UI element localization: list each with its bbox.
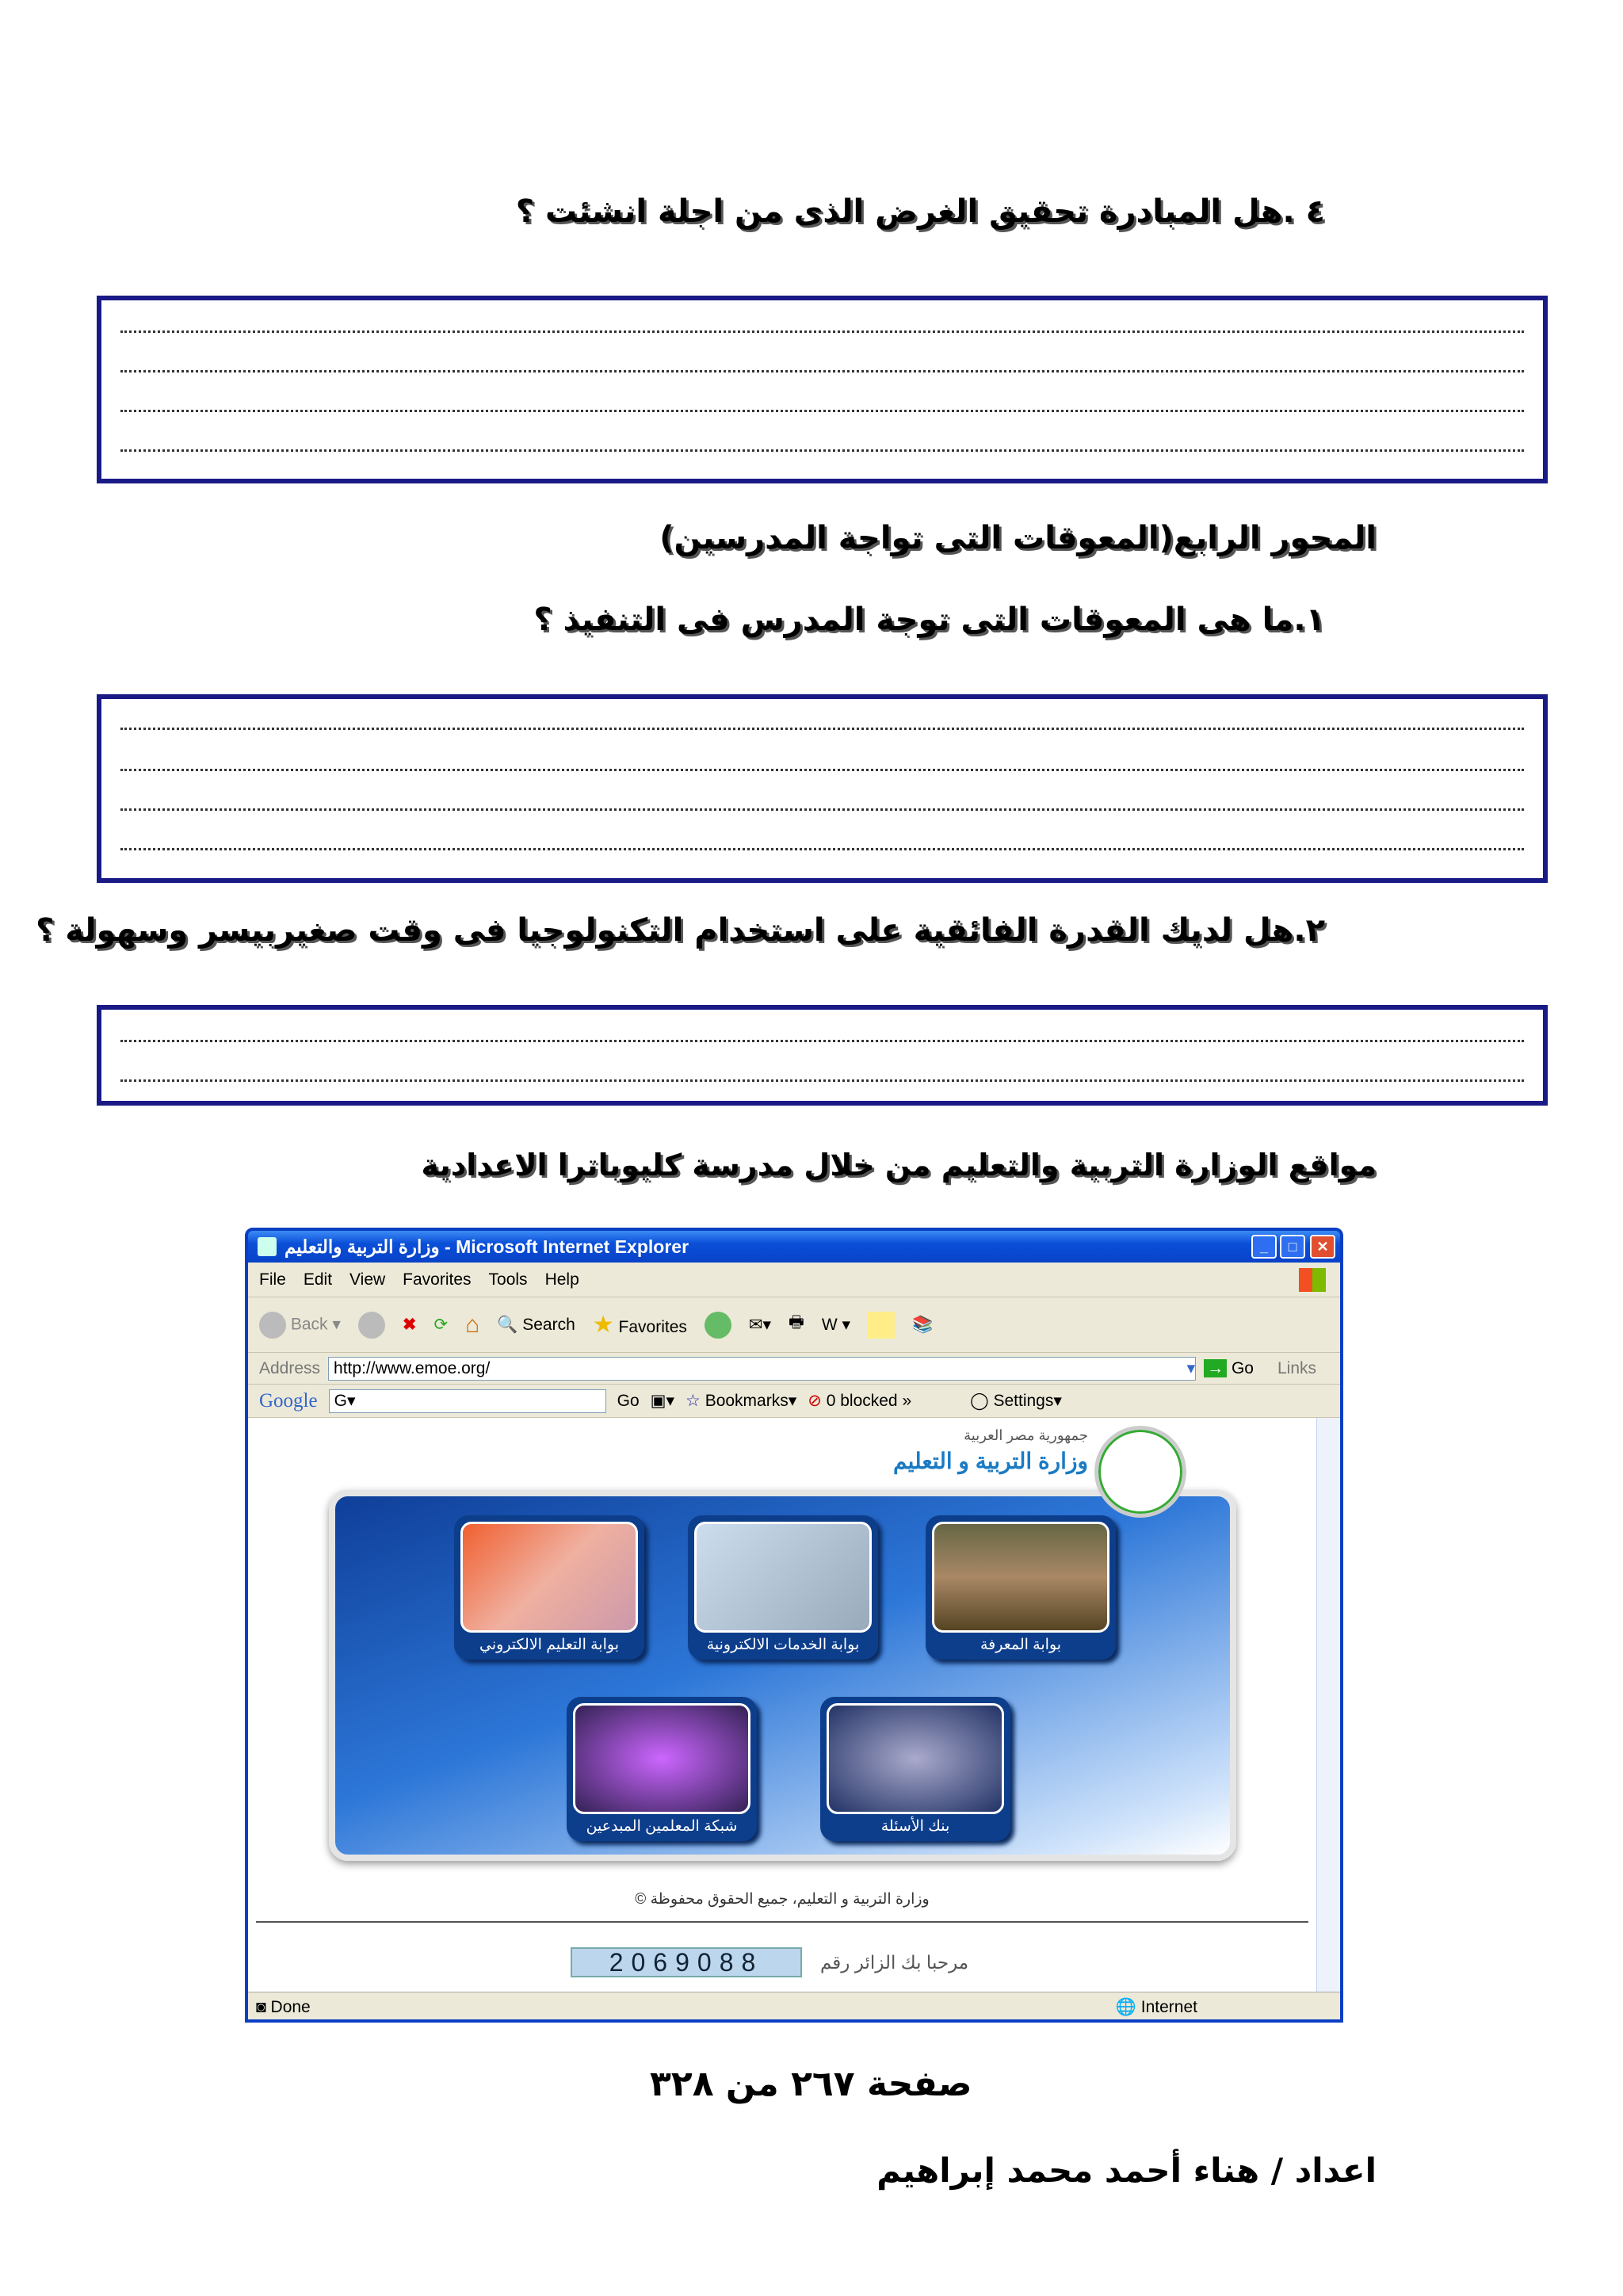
page-content <box>248 1418 1340 1992</box>
answer-box-2[interactable] <box>97 694 1548 883</box>
tile-eservices[interactable]: بوابة الخدمات الالكترونية <box>688 1515 878 1660</box>
back-arrow-icon <box>259 1312 286 1339</box>
portal-panel <box>329 1490 1236 1861</box>
status-zone: 🌐 Internet <box>1115 1998 1197 2016</box>
copyright-text: وزارة التربية و التعليم، جميع الحقوق محفوظة © <box>635 1891 930 1908</box>
google-search-input[interactable]: G▾ <box>329 1389 606 1413</box>
mail-icon[interactable]: ✉▾ <box>748 1316 772 1334</box>
section-title: المحور الرابع(المعوقات التى تواجة المدرسين) <box>659 520 1377 556</box>
print-icon[interactable]: 🖶 <box>789 1313 804 1331</box>
address-input[interactable]: http://www.emoe.org/ ▾ <box>328 1357 1196 1381</box>
favorites-button[interactable]: ★ Favorites <box>592 1312 687 1338</box>
forward-button[interactable] <box>358 1312 385 1339</box>
screenshot-caption: مواقع الوزارة التربية والتعليم من خلال مدرسة كليوباترا الاعدادية <box>421 1148 1377 1182</box>
tile-elearning[interactable]: بوابة التعليم الالكتروني <box>454 1515 644 1660</box>
settings-button[interactable]: ◯ Settings▾ <box>970 1392 1062 1410</box>
menu-file[interactable]: File <box>259 1270 286 1289</box>
ie-icon <box>258 1237 277 1256</box>
menu-tools[interactable]: Tools <box>488 1270 528 1289</box>
question-4: ٤ .هل المبادرة تحقيق الغرض الذى من اجلة انشئت ؟ <box>515 193 1325 230</box>
separator <box>256 1921 1308 1923</box>
back-button[interactable]: Back ▾ <box>259 1312 341 1339</box>
home-icon[interactable]: ⌂ <box>465 1311 480 1338</box>
menu-help[interactable]: Help <box>544 1270 579 1289</box>
visitor-counter: 2069088 <box>571 1947 802 1977</box>
country-label: جمهورية مصر العربية <box>964 1427 1088 1443</box>
menu-edit[interactable]: Edit <box>303 1270 333 1289</box>
answer-line <box>120 769 1524 771</box>
bookmarks-button[interactable]: ☆ Bookmarks▾ <box>685 1392 797 1410</box>
answer-box-1[interactable] <box>97 296 1548 483</box>
vertical-scrollbar[interactable] <box>1316 1418 1340 1992</box>
search-button[interactable]: 🔍 Search <box>497 1315 575 1334</box>
history-icon[interactable] <box>705 1312 731 1339</box>
title-bar <box>248 1231 1340 1263</box>
address-label: Address <box>259 1358 321 1377</box>
menu-bar <box>248 1263 1340 1297</box>
status-bar <box>248 1992 1340 2023</box>
google-toolbar <box>248 1385 1340 1418</box>
popup-blocker[interactable]: ⊘ 0 blocked » <box>808 1392 912 1410</box>
address-bar <box>248 1353 1340 1385</box>
answer-line <box>120 728 1524 730</box>
status-done: ◙ Done <box>256 1998 311 2016</box>
tile-question-bank[interactable]: بنك الأسئلة <box>820 1697 1010 1841</box>
menu-favorites[interactable]: Favorites <box>403 1270 472 1289</box>
maximize-button[interactable]: □ <box>1280 1235 1305 1259</box>
tile-knowledge[interactable]: بوابة المعرفة <box>926 1515 1116 1660</box>
question-1: ١.ما هى المعوقات التى توجة المدرس فى التنفيذ ؟ <box>533 602 1325 638</box>
edit-icon[interactable]: W ▾ <box>821 1316 851 1334</box>
refresh-icon[interactable]: ⟳ <box>433 1316 449 1334</box>
answer-line <box>120 1079 1524 1082</box>
page-number: صفحة ٢٦٧ من ٣٢٨ <box>650 2064 972 2104</box>
window-title: وزارة التربية والتعليم - Microsoft Internet Explorer <box>285 1236 689 1257</box>
answer-line <box>120 370 1524 372</box>
google-logo: Google <box>259 1389 318 1412</box>
answer-line <box>120 1040 1524 1042</box>
menu-view[interactable]: View <box>349 1270 386 1289</box>
go-button[interactable]: → Go <box>1204 1359 1254 1378</box>
ministry-label: وزارة التربية و التعليم <box>893 1449 1088 1473</box>
star-icon: ★ <box>592 1312 614 1338</box>
google-go-button[interactable]: Go <box>617 1391 640 1410</box>
stop-icon[interactable]: ✖ <box>402 1316 417 1334</box>
answer-line <box>120 848 1524 850</box>
answer-line <box>120 330 1524 333</box>
welcome-text: مرحبا بك الزائر رقم <box>820 1952 969 1973</box>
ministry-logo <box>1094 1426 1186 1518</box>
star-icon: ☆ <box>685 1392 701 1410</box>
windows-logo-icon <box>1299 1268 1326 1292</box>
author: اعداد / هناء أحمد محمد إبراهيم <box>876 2151 1377 2190</box>
blocked-icon: ⊘ <box>808 1392 822 1410</box>
close-button[interactable]: ✕ <box>1310 1235 1335 1259</box>
google-button-icon[interactable]: ▣▾ <box>650 1392 675 1410</box>
research-icon[interactable]: 📚 <box>912 1315 934 1334</box>
globe-icon: 🌐 <box>1115 1998 1136 2016</box>
question-2: ٢.هل لديك القدرة الفائقية على استخدام التكنولوجيا فى وقت صغيربيسر وسهولة ؟ <box>36 912 1325 949</box>
notes-icon[interactable] <box>868 1312 895 1339</box>
links-button[interactable]: Links <box>1277 1358 1316 1377</box>
answer-box-3[interactable] <box>97 1005 1548 1106</box>
standard-toolbar <box>248 1297 1340 1353</box>
dropdown-icon[interactable]: ▾ <box>1186 1359 1196 1377</box>
answer-line <box>120 449 1524 452</box>
answer-line <box>120 410 1524 412</box>
answer-line <box>120 808 1524 811</box>
minimize-button[interactable]: _ <box>1251 1235 1277 1259</box>
browser-window-screenshot <box>245 1228 1343 2023</box>
tile-teachers-network[interactable]: شبكة المعلمين المبدعين <box>567 1697 757 1841</box>
